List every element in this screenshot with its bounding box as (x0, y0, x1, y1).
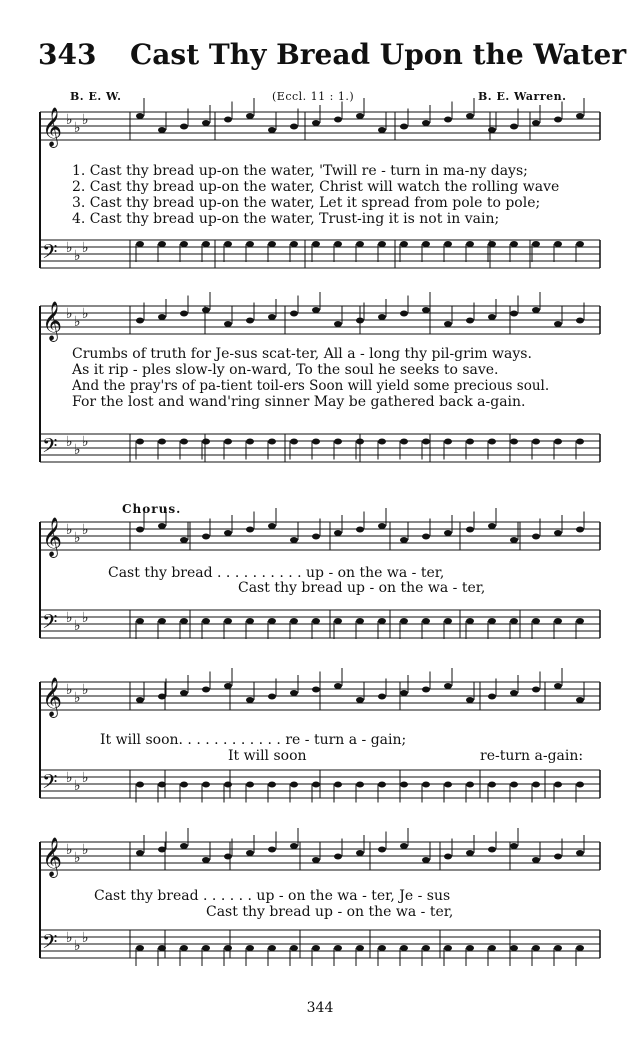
note-head (334, 530, 342, 536)
note-head (422, 857, 430, 863)
note-head (246, 850, 254, 856)
note-head (444, 683, 452, 689)
note-head (510, 439, 518, 445)
note-head (136, 241, 144, 247)
chorus-system-1-upper-lyrics: Cast thy bread . . . . . . . . . . up - on the wa - ter, (108, 565, 445, 581)
note-head (356, 318, 364, 324)
note-head (422, 945, 430, 951)
note-head (334, 945, 342, 951)
flat-icon: ♭ (82, 682, 89, 698)
note-head (444, 782, 452, 788)
note-head (554, 945, 562, 951)
note-head (466, 439, 474, 445)
chorus-system-1-lower-lyrics: Cast thy bread up - on the wa - ter, (238, 580, 486, 596)
note-head (554, 321, 562, 327)
note-head (202, 241, 210, 247)
note-head (268, 847, 276, 853)
note-head (268, 241, 276, 247)
note-head (158, 618, 166, 624)
note-head (158, 694, 166, 700)
note-head (202, 618, 210, 624)
note-head (312, 439, 320, 445)
flat-icon: ♭ (82, 112, 89, 128)
note-head (554, 439, 562, 445)
flat-icon: ♭ (66, 112, 73, 128)
flat-icon: ♭ (74, 938, 81, 954)
note-head (576, 618, 584, 624)
note-head (268, 694, 276, 700)
note-head (400, 241, 408, 247)
note-head (378, 241, 386, 247)
note-head (400, 124, 408, 130)
treble-clef-icon: 𝄞 (42, 107, 63, 147)
flat-icon: ♭ (74, 120, 81, 136)
note-head (290, 537, 298, 543)
note-head (224, 854, 232, 860)
hymn-title: Cast Thy Bread Upon the Water (130, 38, 627, 71)
flat-icon: ♭ (82, 770, 89, 786)
note-head (356, 439, 364, 445)
note-head (268, 314, 276, 320)
treble-clef-icon: 𝄞 (42, 301, 63, 341)
note-head (224, 618, 232, 624)
lyricist-credit: B. E. W. (70, 90, 122, 103)
treble-clef-icon: 𝄞 (42, 517, 63, 557)
note-head (444, 530, 452, 536)
note-head (422, 534, 430, 540)
note-head (554, 117, 562, 123)
page-number: 344 (306, 1000, 334, 1016)
note-head (202, 439, 210, 445)
note-head (136, 618, 144, 624)
note-head (378, 618, 386, 624)
chorus-system-3-lower-lyrics: Cast thy bread up - on the wa - ter, (206, 904, 454, 920)
note-head (202, 857, 210, 863)
note-head (466, 527, 474, 533)
chorus-system-2-upper-lyrics: It will soon. . . . . . . . . . . . re - turn a - gain; (100, 732, 407, 748)
note-head (224, 683, 232, 689)
note-head (356, 618, 364, 624)
note-head (400, 618, 408, 624)
note-head (576, 527, 584, 533)
note-head (290, 782, 298, 788)
note-head (400, 782, 408, 788)
verse-3-line-2: And the pray'rs of pa-tient toil-ers Soon will yield some precious soul. (72, 378, 550, 394)
note-head (290, 241, 298, 247)
note-head (180, 690, 188, 696)
note-head (554, 530, 562, 536)
note-head (334, 117, 342, 123)
note-head (356, 113, 364, 119)
note-head (576, 318, 584, 324)
note-head (246, 318, 254, 324)
note-head (554, 854, 562, 860)
note-head (444, 241, 452, 247)
note-head (378, 439, 386, 445)
note-head (510, 945, 518, 951)
note-head (334, 782, 342, 788)
note-head (444, 618, 452, 624)
note-head (158, 945, 166, 951)
note-head (312, 687, 320, 693)
chorus-system-2-lower-lyrics-b: re-turn a-gain: (480, 748, 584, 764)
note-head (246, 945, 254, 951)
note-head (158, 314, 166, 320)
flat-icon: ♭ (66, 610, 73, 626)
note-head (466, 618, 474, 624)
note-head (466, 782, 474, 788)
flat-icon: ♭ (82, 930, 89, 946)
note-head (422, 241, 430, 247)
note-head (554, 241, 562, 247)
note-head (202, 120, 210, 126)
chorus-system-2-lower-lyrics-a: It will soon (228, 748, 307, 764)
note-head (444, 439, 452, 445)
note-head (312, 534, 320, 540)
note-head (180, 945, 188, 951)
verse-2-line-1: 2. Cast thy bread up-on the water, Christ will watch the rolling wave (72, 179, 560, 195)
note-head (268, 523, 276, 529)
note-head (136, 439, 144, 445)
bass-clef-icon: 𝄢 (42, 770, 58, 798)
note-head (400, 690, 408, 696)
note-head (334, 241, 342, 247)
note-head (576, 850, 584, 856)
note-head (246, 527, 254, 533)
verse-2-line-2: As it rip - ples slow-ly on-ward, To the soul he seeks to save. (72, 362, 499, 378)
flat-icon: ♭ (74, 690, 81, 706)
flat-icon: ♭ (66, 682, 73, 698)
note-head (224, 530, 232, 536)
note-head (136, 850, 144, 856)
verse-1-line-1: 1. Cast thy bread up-on the water, 'Twill re - turn in ma-ny days; (72, 163, 528, 179)
note-head (334, 618, 342, 624)
note-head (136, 113, 144, 119)
note-head (312, 307, 320, 313)
note-head (488, 241, 496, 247)
note-head (510, 311, 518, 317)
flat-icon: ♭ (66, 306, 73, 322)
note-head (202, 687, 210, 693)
note-head (510, 690, 518, 696)
note-head (488, 127, 496, 133)
flat-icon: ♭ (82, 240, 89, 256)
note-head (158, 847, 166, 853)
note-head (488, 314, 496, 320)
note-head (466, 945, 474, 951)
note-head (444, 321, 452, 327)
note-head (202, 945, 210, 951)
note-head (378, 523, 386, 529)
note-head (246, 782, 254, 788)
flat-icon: ♭ (74, 442, 81, 458)
note-head (180, 439, 188, 445)
note-head (356, 850, 364, 856)
treble-clef-icon: 𝄞 (42, 837, 63, 877)
note-head (334, 854, 342, 860)
note-head (224, 945, 232, 951)
note-head (532, 782, 540, 788)
flat-icon: ♭ (66, 842, 73, 858)
note-head (576, 113, 584, 119)
note-head (532, 945, 540, 951)
note-head (290, 618, 298, 624)
note-head (312, 857, 320, 863)
note-head (554, 782, 562, 788)
note-head (422, 120, 430, 126)
note-head (466, 318, 474, 324)
note-head (136, 697, 144, 703)
note-head (444, 854, 452, 860)
flat-icon: ♭ (82, 522, 89, 538)
note-head (356, 697, 364, 703)
bass-clef-icon: 𝄢 (42, 240, 58, 268)
note-head (378, 847, 386, 853)
note-head (290, 439, 298, 445)
note-head (136, 945, 144, 951)
note-head (510, 537, 518, 543)
note-head (576, 782, 584, 788)
note-head (466, 241, 474, 247)
note-head (268, 618, 276, 624)
note-head (532, 439, 540, 445)
note-head (422, 307, 430, 313)
flat-icon: ♭ (66, 770, 73, 786)
note-head (290, 945, 298, 951)
note-head (510, 124, 518, 130)
note-head (246, 241, 254, 247)
note-head (488, 618, 496, 624)
note-head (312, 782, 320, 788)
note-head (466, 113, 474, 119)
note-head (268, 127, 276, 133)
bass-clef-icon: 𝄢 (42, 930, 58, 958)
note-head (400, 843, 408, 849)
note-head (532, 534, 540, 540)
note-head (180, 843, 188, 849)
note-head (224, 782, 232, 788)
note-head (224, 439, 232, 445)
flat-icon: ♭ (74, 248, 81, 264)
note-head (268, 945, 276, 951)
note-head (444, 117, 452, 123)
note-head (224, 241, 232, 247)
bass-clef-icon: 𝄢 (42, 434, 58, 462)
note-head (532, 241, 540, 247)
note-head (532, 687, 540, 693)
note-head (158, 782, 166, 788)
note-head (554, 683, 562, 689)
note-head (312, 241, 320, 247)
note-head (246, 439, 254, 445)
note-head (136, 782, 144, 788)
verse-3-line-1: 3. Cast thy bread up-on the water, Let it spread from pole to pole; (72, 195, 541, 211)
chorus-system-3-upper-lyrics: Cast thy bread . . . . . . up - on the wa - ter, Je - sus (94, 888, 451, 904)
note-head (378, 945, 386, 951)
note-head (290, 311, 298, 317)
note-head (136, 318, 144, 324)
note-head (532, 120, 540, 126)
hymn-number: 343 (38, 38, 97, 71)
flat-icon: ♭ (74, 314, 81, 330)
flat-icon: ♭ (82, 610, 89, 626)
verse-4-line-2: For the lost and wand'ring sinner May be gathered back a-gain. (72, 394, 526, 410)
chorus-label: Chorus. (122, 502, 182, 516)
note-head (158, 439, 166, 445)
note-head (224, 117, 232, 123)
note-head (180, 241, 188, 247)
note-head (356, 241, 364, 247)
note-head (576, 697, 584, 703)
verse-4-line-1: 4. Cast thy bread up-on the water, Trust-ing it is not in vain; (72, 211, 500, 227)
note-head (158, 523, 166, 529)
note-head (488, 847, 496, 853)
note-head (378, 127, 386, 133)
flat-icon: ♭ (74, 778, 81, 794)
note-head (488, 945, 496, 951)
note-head (466, 850, 474, 856)
note-head (444, 945, 452, 951)
bass-clef-icon: 𝄢 (42, 610, 58, 638)
composer-credit: B. E. Warren. (478, 90, 567, 103)
note-head (510, 782, 518, 788)
note-head (378, 314, 386, 320)
note-head (400, 537, 408, 543)
note-head (378, 694, 386, 700)
note-head (488, 694, 496, 700)
note-head (268, 782, 276, 788)
note-head (576, 439, 584, 445)
note-head (356, 945, 364, 951)
note-head (180, 311, 188, 317)
note-head (180, 618, 188, 624)
flat-icon: ♭ (66, 434, 73, 450)
note-head (576, 241, 584, 247)
note-head (180, 782, 188, 788)
note-head (268, 439, 276, 445)
note-head (488, 439, 496, 445)
note-head (532, 857, 540, 863)
note-head (466, 697, 474, 703)
verse-1-line-2: Crumbs of truth for Je-sus scat-ter, All a - long thy pil-grim ways. (72, 346, 532, 362)
note-head (532, 618, 540, 624)
note-head (510, 241, 518, 247)
flat-icon: ♭ (66, 522, 73, 538)
note-head (290, 124, 298, 130)
note-head (334, 683, 342, 689)
flat-icon: ♭ (74, 850, 81, 866)
note-head (510, 618, 518, 624)
flat-icon: ♭ (82, 842, 89, 858)
note-head (356, 782, 364, 788)
note-head (488, 782, 496, 788)
note-head (202, 534, 210, 540)
note-head (290, 690, 298, 696)
note-head (356, 527, 364, 533)
note-head (422, 687, 430, 693)
note-head (158, 127, 166, 133)
note-head (422, 618, 430, 624)
note-head (246, 618, 254, 624)
note-head (224, 321, 232, 327)
note-head (246, 113, 254, 119)
treble-clef-icon: 𝄞 (42, 677, 63, 717)
note-head (422, 439, 430, 445)
note-head (422, 782, 430, 788)
note-head (290, 843, 298, 849)
note-head (510, 843, 518, 849)
note-head (334, 439, 342, 445)
note-head (136, 527, 144, 533)
note-head (532, 307, 540, 313)
note-head (334, 321, 342, 327)
note-head (400, 439, 408, 445)
scripture-reference: (Eccl. 11 : 1.) (272, 90, 355, 103)
flat-icon: ♭ (74, 530, 81, 546)
flat-icon: ♭ (82, 434, 89, 450)
note-head (400, 945, 408, 951)
note-head (488, 523, 496, 529)
flat-icon: ♭ (66, 930, 73, 946)
note-head (246, 697, 254, 703)
note-head (554, 618, 562, 624)
note-head (312, 618, 320, 624)
note-head (158, 241, 166, 247)
flat-icon: ♭ (82, 306, 89, 322)
note-head (312, 945, 320, 951)
note-head (576, 945, 584, 951)
flat-icon: ♭ (66, 240, 73, 256)
note-head (202, 782, 210, 788)
flat-icon: ♭ (74, 618, 81, 634)
note-head (312, 120, 320, 126)
note-head (400, 311, 408, 317)
note-head (180, 124, 188, 130)
note-head (202, 307, 210, 313)
note-head (180, 537, 188, 543)
note-head (378, 782, 386, 788)
